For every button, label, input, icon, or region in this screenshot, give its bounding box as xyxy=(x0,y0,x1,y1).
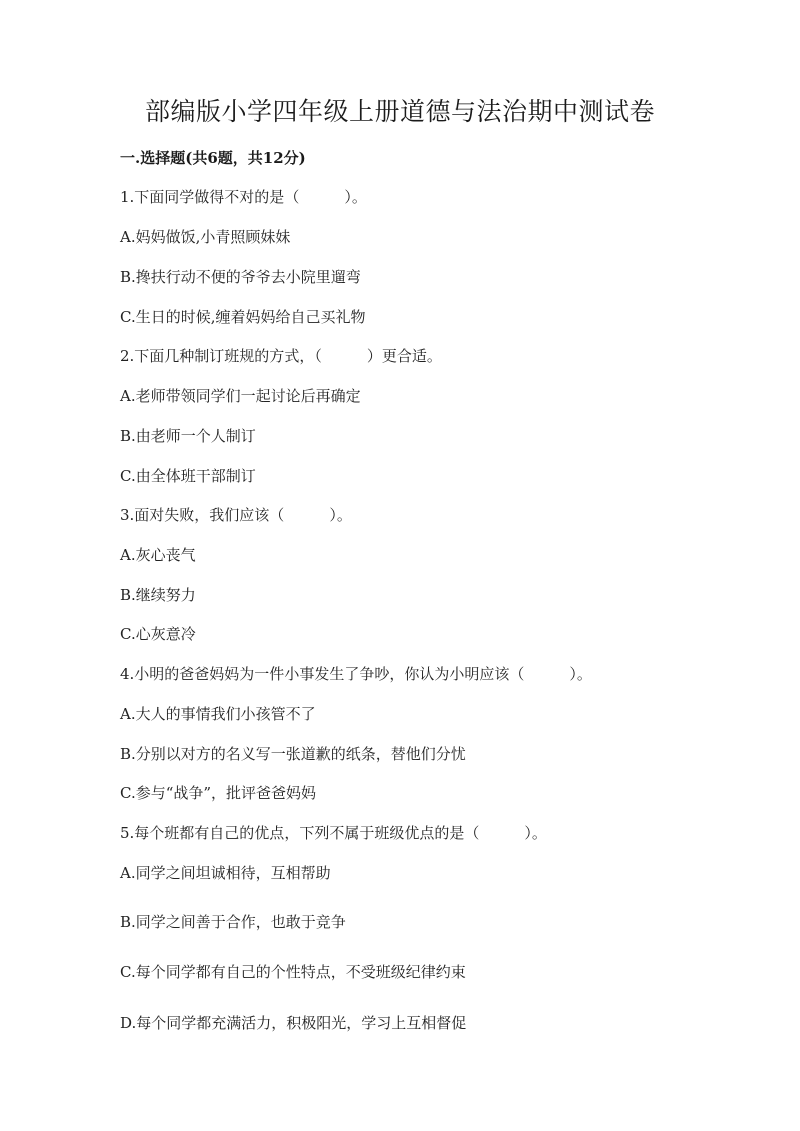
question-5-stem: 5.每个班都有自己的优点，下列不属于班级优点的是（ ）。 xyxy=(120,824,547,842)
question-4-option-b: B.分别以对方的名义写一张道歉的纸条，替他们分忧 xyxy=(120,745,466,763)
section-heading: 一.选择题(共6题，共12分) xyxy=(120,149,306,167)
question-4-option-c: C.参与“战争”，批评爸爸妈妈 xyxy=(120,784,317,802)
question-4-option-a: A.大人的事情我们小孩管不了 xyxy=(120,705,316,723)
question-2-option-a: A.老师带领同学们一起讨论后再确定 xyxy=(120,387,361,405)
question-1-option-c: C.生日的时候,缠着妈妈给自己买礼物 xyxy=(120,308,366,326)
question-1-stem: 1.下面同学做得不对的是（ ）。 xyxy=(120,188,367,206)
question-5-option-b: B.同学之间善于合作，也敢于竞争 xyxy=(120,913,346,931)
question-5-option-d: D.每个同学都充满活力，积极阳光，学习上互相督促 xyxy=(120,1014,467,1032)
question-3-stem: 3.面对失败，我们应该（ ）。 xyxy=(120,506,352,524)
page-title: 部编版小学四年级上册道德与法治期中测试卷 xyxy=(144,97,655,126)
question-1-option-b: B.搀扶行动不便的爷爷去小院里遛弯 xyxy=(120,268,361,286)
question-3-option-b: B.继续努力 xyxy=(120,586,196,604)
question-1-option-a: A.妈妈做饭,小青照顾妹妹 xyxy=(120,228,291,246)
question-5-option-a: A.同学之间坦诚相待，互相帮助 xyxy=(120,864,331,882)
question-3-option-a: A.灰心丧气 xyxy=(120,546,196,564)
question-3-option-c: C.心灰意冷 xyxy=(120,625,196,643)
question-5-option-c: C.每个同学都有自己的个性特点，不受班级纪律约束 xyxy=(120,963,466,981)
question-2-option-c: C.由全体班干部制订 xyxy=(120,467,256,485)
question-2-option-b: B.由老师一个人制订 xyxy=(120,427,256,445)
question-4-stem: 4.小明的爸爸妈妈为一件小事发生了争吵，你认为小明应该（ ）。 xyxy=(120,665,592,683)
question-2-stem: 2.下面几种制订班规的方式，（ ）更合适。 xyxy=(120,347,442,365)
